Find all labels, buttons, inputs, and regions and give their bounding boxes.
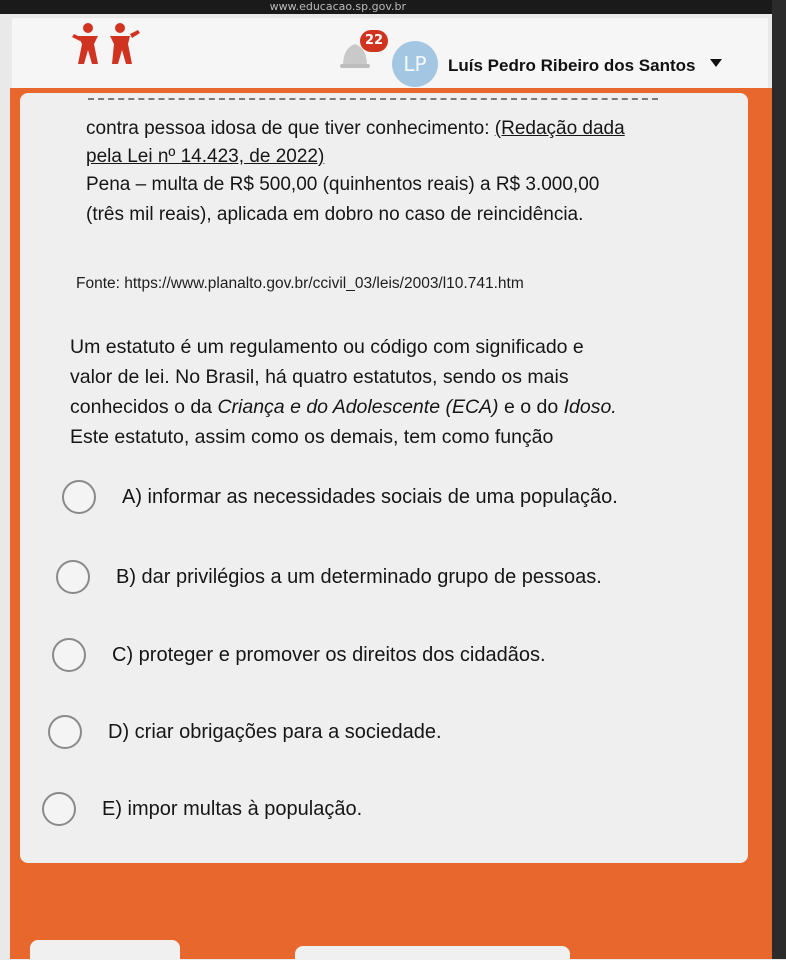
question-text: conhecidos o da	[70, 396, 218, 418]
screen-edge	[772, 0, 786, 959]
article-line-3: Pena – multa de R$ 500,00 (quinhentos reais) a R$ 3.000,00	[86, 174, 600, 195]
radio-button[interactable]	[52, 638, 86, 672]
question-line-1: Um estatuto é um regulamento ou código com significado e	[70, 336, 584, 358]
option-d[interactable]	[48, 715, 442, 749]
question-line-4: Este estatuto, assim como os demais, tem como função	[70, 426, 554, 448]
statute-idoso: Idoso.	[563, 396, 617, 418]
next-card-edge	[295, 946, 570, 960]
source-citation: Fonte: https://www.planalto.gov.br/ccivil_03/leis/2003/l10.741.htm	[76, 275, 524, 292]
statute-eca: Criança e do Adolescente (ECA)	[217, 396, 499, 418]
law-link[interactable]: (Redação dada	[494, 118, 625, 139]
article-text: contra pessoa idosa de que tiver conhecimento:	[86, 118, 495, 139]
option-c[interactable]	[52, 638, 546, 672]
user-name[interactable]: Luís Pedro Ribeiro dos Santos	[448, 56, 696, 75]
next-card-edge	[30, 940, 180, 960]
url-text: www.educacao.sp.gov.br	[269, 0, 406, 13]
avatar[interactable]: LP	[392, 41, 438, 87]
option-b[interactable]	[56, 560, 602, 594]
divider	[88, 98, 658, 100]
article-line-1	[86, 115, 625, 143]
article-line-4: (três mil reais), aplicada em dobro no caso de reincidência.	[86, 204, 584, 225]
law-link-continued[interactable]: pela Lei nº 14.423, de 2022)	[86, 146, 325, 167]
notification-badge[interactable]: 22	[360, 30, 388, 52]
radio-button[interactable]	[42, 792, 76, 826]
option-label: C) proteger e promover os direitos dos cidadãos.	[112, 643, 546, 666]
radio-button[interactable]	[48, 715, 82, 749]
option-label: E) impor multas à população.	[102, 797, 363, 820]
option-label: A) informar as necessidades sociais de uma população.	[122, 485, 618, 508]
question-line-3	[70, 393, 617, 421]
question-text: e o do	[498, 396, 564, 418]
option-label: D) criar obrigações para a sociedade.	[108, 720, 442, 743]
radio-button[interactable]	[62, 480, 96, 514]
option-label: B) dar privilégios a um determinado grupo de pessoas.	[116, 565, 602, 588]
option-a[interactable]	[62, 480, 618, 514]
chevron-down-icon[interactable]	[710, 59, 722, 67]
radio-button[interactable]	[56, 560, 90, 594]
browser-url-strip	[0, 0, 786, 14]
option-e[interactable]	[42, 792, 362, 826]
app-logo-icon[interactable]	[72, 20, 142, 66]
question-line-2: valor de lei. No Brasil, há quatro estatutos, sendo os mais	[70, 366, 569, 388]
